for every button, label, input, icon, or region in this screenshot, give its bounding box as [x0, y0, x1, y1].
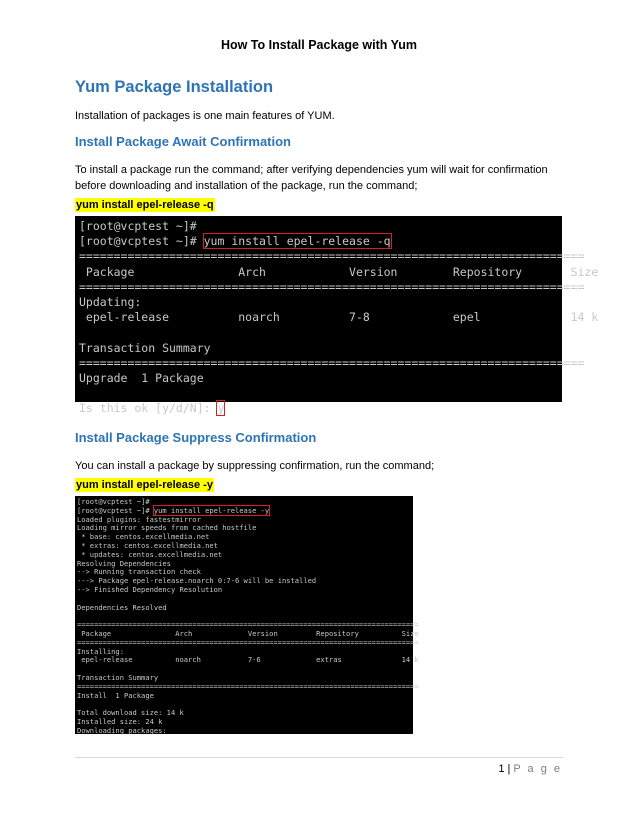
highlighted-command: yum install epel-release -y — [153, 505, 270, 515]
intro-paragraph: Installation of packages is one main features of YUM. — [75, 110, 335, 122]
subheading-await-confirmation: Install Package Await Confirmation — [75, 134, 291, 149]
highlighted-answer: y — [217, 401, 225, 416]
highlighted-command: yum install epel-release -q — [203, 234, 391, 249]
terminal-line: epel-release noarch 7-8 epel 14 k — [79, 310, 599, 325]
terminal-line: ---> Package epel-release.noarch 0:7-6 will be installed — [77, 576, 317, 586]
terminal-line — [79, 401, 558, 416]
terminal-line: * base: centos.excellmedia.net — [77, 532, 210, 542]
terminal-line: * extras: centos.excellmedia.net — [77, 540, 218, 550]
terminal-line: Package Arch Version Repository Size — [77, 628, 419, 638]
terminal-line: Resolving Dependencies — [77, 558, 171, 568]
terminal-line: Downloading packages: — [77, 725, 167, 735]
terminal-line: Install 1 Package — [77, 690, 154, 700]
terminal-line: [root@vcptest ~]# — [79, 219, 197, 233]
terminal-prompt: [root@vcptest ~]# — [79, 234, 204, 249]
terminal-line — [79, 386, 558, 401]
terminal-line: Installed size: 24 k — [77, 716, 163, 726]
terminal-line: ================================================================================ — [77, 681, 419, 691]
terminal-line: Dependencies Resolved — [77, 602, 167, 612]
terminal-line: * updates: centos.excellmedia.net — [77, 549, 223, 559]
terminal-line: Installing: — [77, 646, 124, 656]
await-confirmation-paragraph: To install a package run the command; after verifying dependencies yum will wait for confirmation before downloading and installation of the package, run the command; — [75, 164, 548, 192]
terminal-screenshot-suppress — [75, 496, 419, 735]
terminal-screenshot-confirm — [75, 216, 599, 416]
terminal-line: ================================================================================ — [77, 637, 419, 647]
footer-divider — [75, 757, 563, 758]
terminal-line — [79, 234, 558, 249]
terminal-line: Transaction Summary — [79, 340, 211, 355]
terminal-line: --> Running transaction check — [77, 567, 201, 577]
page-number: 1 — [498, 763, 505, 775]
terminal-line: --> Finished Dependency Resolution — [77, 584, 223, 594]
command-highlight-q: yum install epel-release -q — [76, 199, 214, 211]
terminal-line: ================================================================================ — [77, 620, 419, 630]
document-header-title: How To Install Package with Yum — [220, 38, 418, 52]
terminal-line — [79, 325, 558, 340]
terminal-line: Loading mirror speeds from cached hostfile — [77, 523, 257, 533]
terminal-line: [root@vcptest ~]# — [77, 497, 150, 506]
terminal-line: ========================================================================= — [79, 279, 585, 294]
terminal-line: Package Arch Version Repository Size — [79, 264, 599, 279]
suppress-confirmation-paragraph: You can install a package by suppressing confirmation, run the command; — [75, 460, 435, 472]
command-highlight-y: yum install epel-release -y — [76, 479, 213, 491]
page-label: P a g e — [513, 763, 562, 775]
subheading-suppress-confirmation: Install Package Suppress Confirmation — [75, 430, 317, 445]
confirm-prompt: Is this ok [y/d/N]: — [79, 401, 218, 416]
terminal-prompt: [root@vcptest ~]# — [77, 505, 154, 515]
terminal-line: ========================================================================= — [79, 249, 585, 264]
terminal-line: Total download size: 14 k — [77, 708, 184, 718]
terminal-line: Transaction Summary — [77, 672, 159, 682]
terminal-line: ========================================================================= — [79, 355, 585, 370]
terminal-line: epel-release noarch 7-6 extras 14 k — [77, 655, 419, 665]
page-separator: | — [507, 763, 511, 775]
page-footer — [498, 763, 562, 775]
terminal-line: Updating: — [79, 295, 142, 310]
terminal-line: Upgrade 1 Package — [79, 371, 204, 386]
section-heading-yum-installation: Yum Package Installation — [75, 78, 274, 96]
terminal-line: Loaded plugins: fastestmirror — [77, 514, 201, 524]
